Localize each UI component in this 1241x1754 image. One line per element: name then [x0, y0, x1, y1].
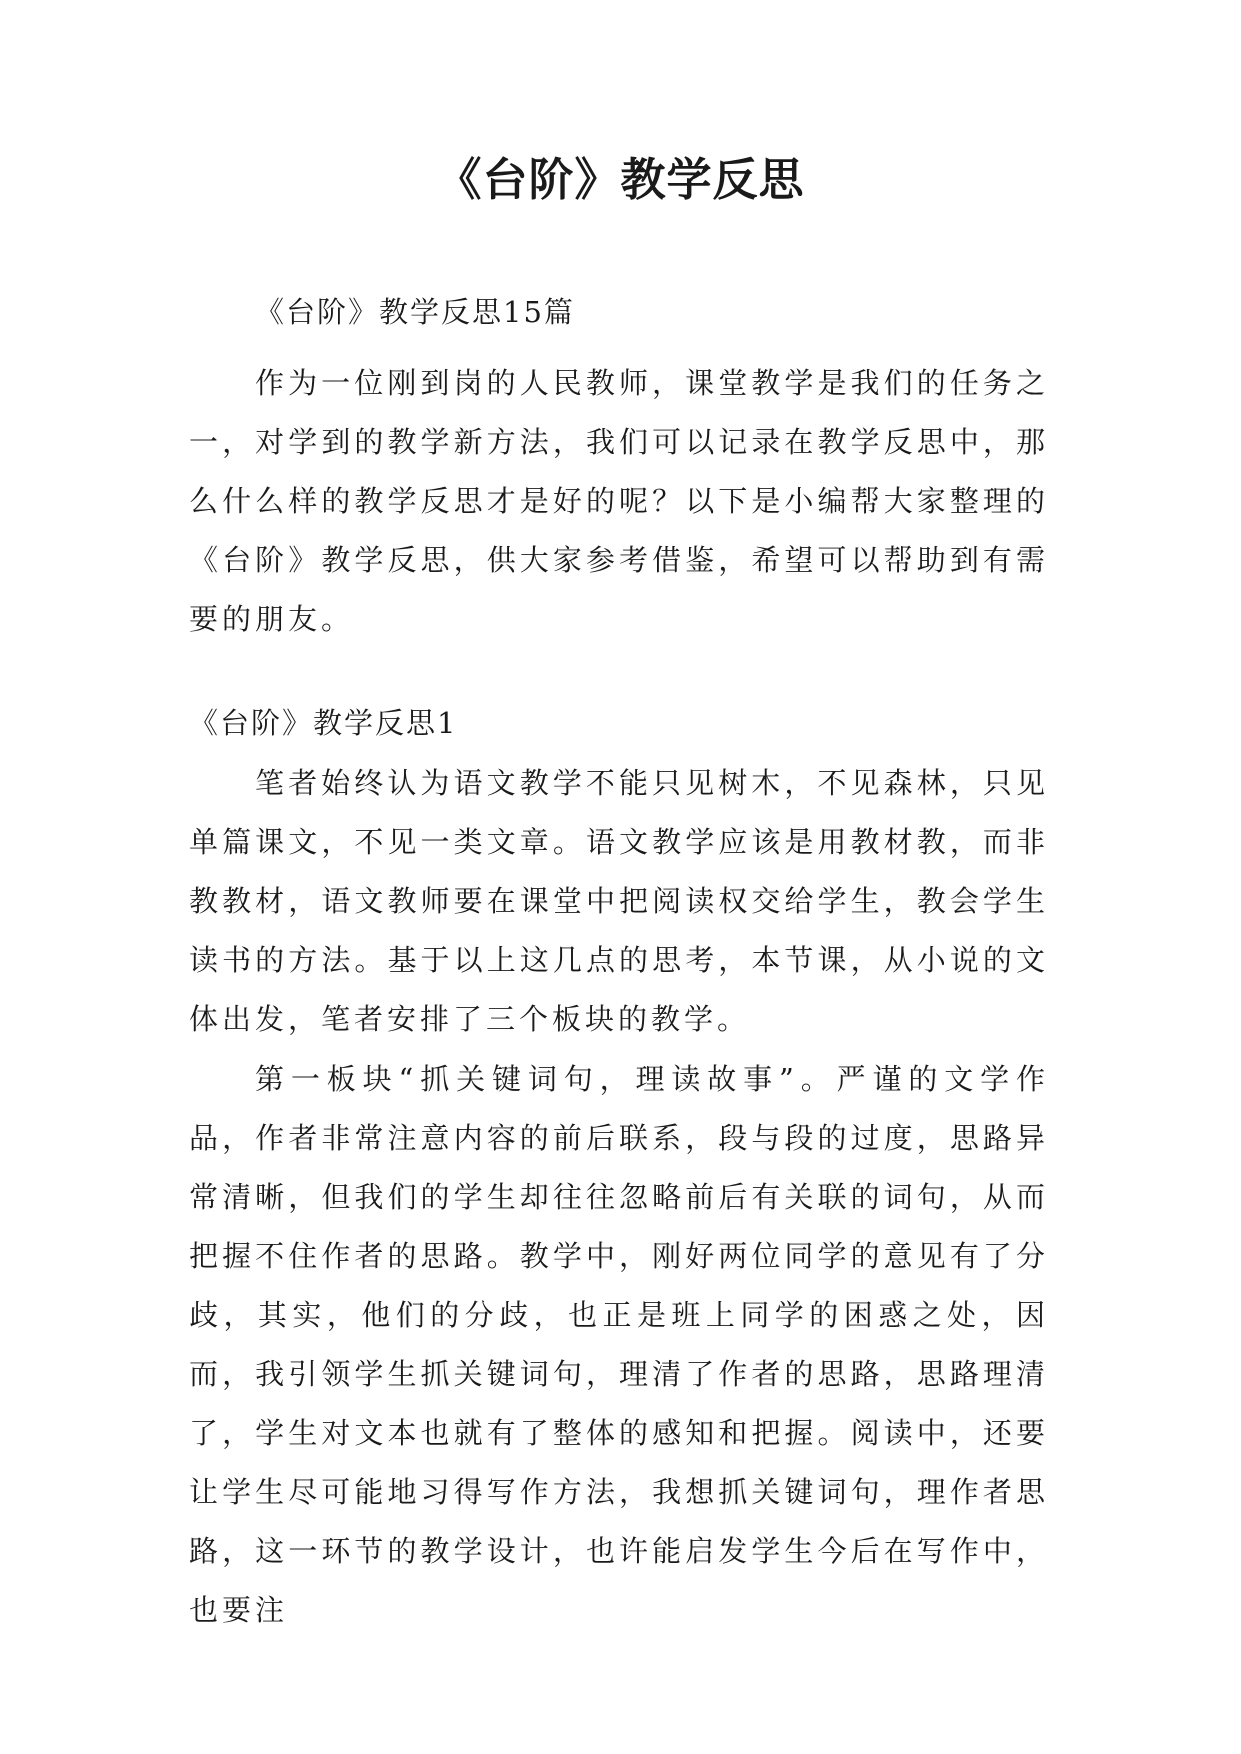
intro-paragraph: 作为一位刚到岗的人民教师，课堂教学是我们的任务之一，对学到的教学新方法，我们可以记录在教学反思中，那么什么样的教学反思才是好的呢？以下是小编帮大家整理的《台阶》教学反思，供大家参考借鉴，希望可以帮助到有需要的朋友。: [189, 366, 1049, 636]
body-paragraph: 第一板块“抓关键词句，理读故事”。严谨的文学作品，作者非常注意内容的前后联系，段与段的过度，思路异常清晰，但我们的学生却往往忽略前后有关联的词句，从而把握不住作者的思路。教学中，刚好两位同学的意见有了分歧，其实，他们的分歧，也正是班上同学的困惑之处，因而，我引领学生抓关键词句，理清了作者的思路，思路理清了，学生对文本也就有了整体的感知和把握。阅读中，还要让学生尽可能地习得写作方法，我想抓关键词句，理作者思路，这一环节的教学设计，也许能启发学生今后在写作中，也要注: [189, 1062, 1049, 1627]
document-title: 《台阶》教学反思: [436, 153, 805, 206]
document-subtitle: 《台阶》教学反思15篇: [255, 295, 575, 329]
section-heading: 《台阶》教学反思1: [189, 706, 458, 740]
body-paragraph: 笔者始终认为语文教学不能只见树木，不见森林，只见单篇课文，不见一类文章。语文教学应该是用教材教，而非教教材，语文教师要在课堂中把阅读权交给学生，教会学生读书的方法。基于以上这几点的思考，本节课，从小说的文体出发，笔者安排了三个板块的教学。: [189, 766, 1049, 1036]
